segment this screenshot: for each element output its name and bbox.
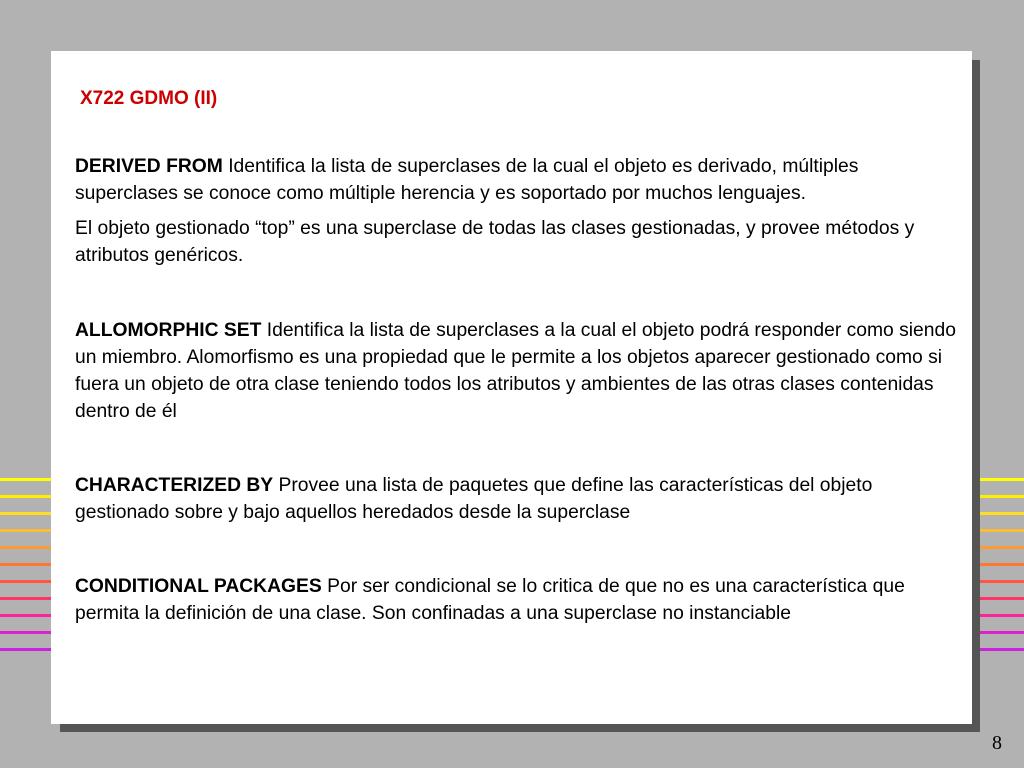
- page-number: 8: [992, 732, 1002, 754]
- term-allomorphic-set: ALLOMORPHIC SET: [75, 320, 262, 341]
- paragraph-conditional-packages: [75, 573, 960, 627]
- term-characterized-by: CHARACTERIZED BY: [75, 475, 274, 496]
- term-conditional-packages: CONDITIONAL PACKAGES: [75, 576, 322, 597]
- slide-body: [75, 153, 960, 627]
- slide-title: X722 GDMO (II): [80, 88, 218, 109]
- paragraph-allomorphic-set: [75, 317, 960, 425]
- term-derived-from: DERIVED FROM: [75, 156, 223, 177]
- paragraph-derived-from: [75, 153, 960, 207]
- content-panel: [51, 51, 972, 724]
- text-conditional-packages: Por ser condicional se lo critica de que no es una característica que permita la definición de una clase. Son confinadas a una superclase no instanciable: [75, 576, 905, 624]
- text-top-object: El objeto gestionado “top” es una superclase de todas las clases gestionadas, y provee métodos y atributos genéricos.: [75, 218, 915, 266]
- paragraph-characterized-by: [75, 472, 960, 526]
- paragraph-top-object: [75, 215, 960, 269]
- text-derived-from: Identifica la lista de superclases de la cual el objeto es derivado, múltiples superclases se conoce como múltiple herencia y es soportado por muchos lenguajes.: [75, 156, 859, 204]
- text-characterized-by: Provee una lista de paquetes que define las características del objeto gestionado sobre y bajo aquellos heredados desde la superclase: [75, 475, 873, 523]
- text-allomorphic-set: Identifica la lista de superclases a la cual el objeto podrá responder como siendo un miembro. Alomorfismo es una propiedad que le permite a los objetos aparecer gestionado como si fuera un objeto de otra clase teniendo todos los atributos y ambientes de las otras clases contenidas dentro de él: [75, 320, 956, 422]
